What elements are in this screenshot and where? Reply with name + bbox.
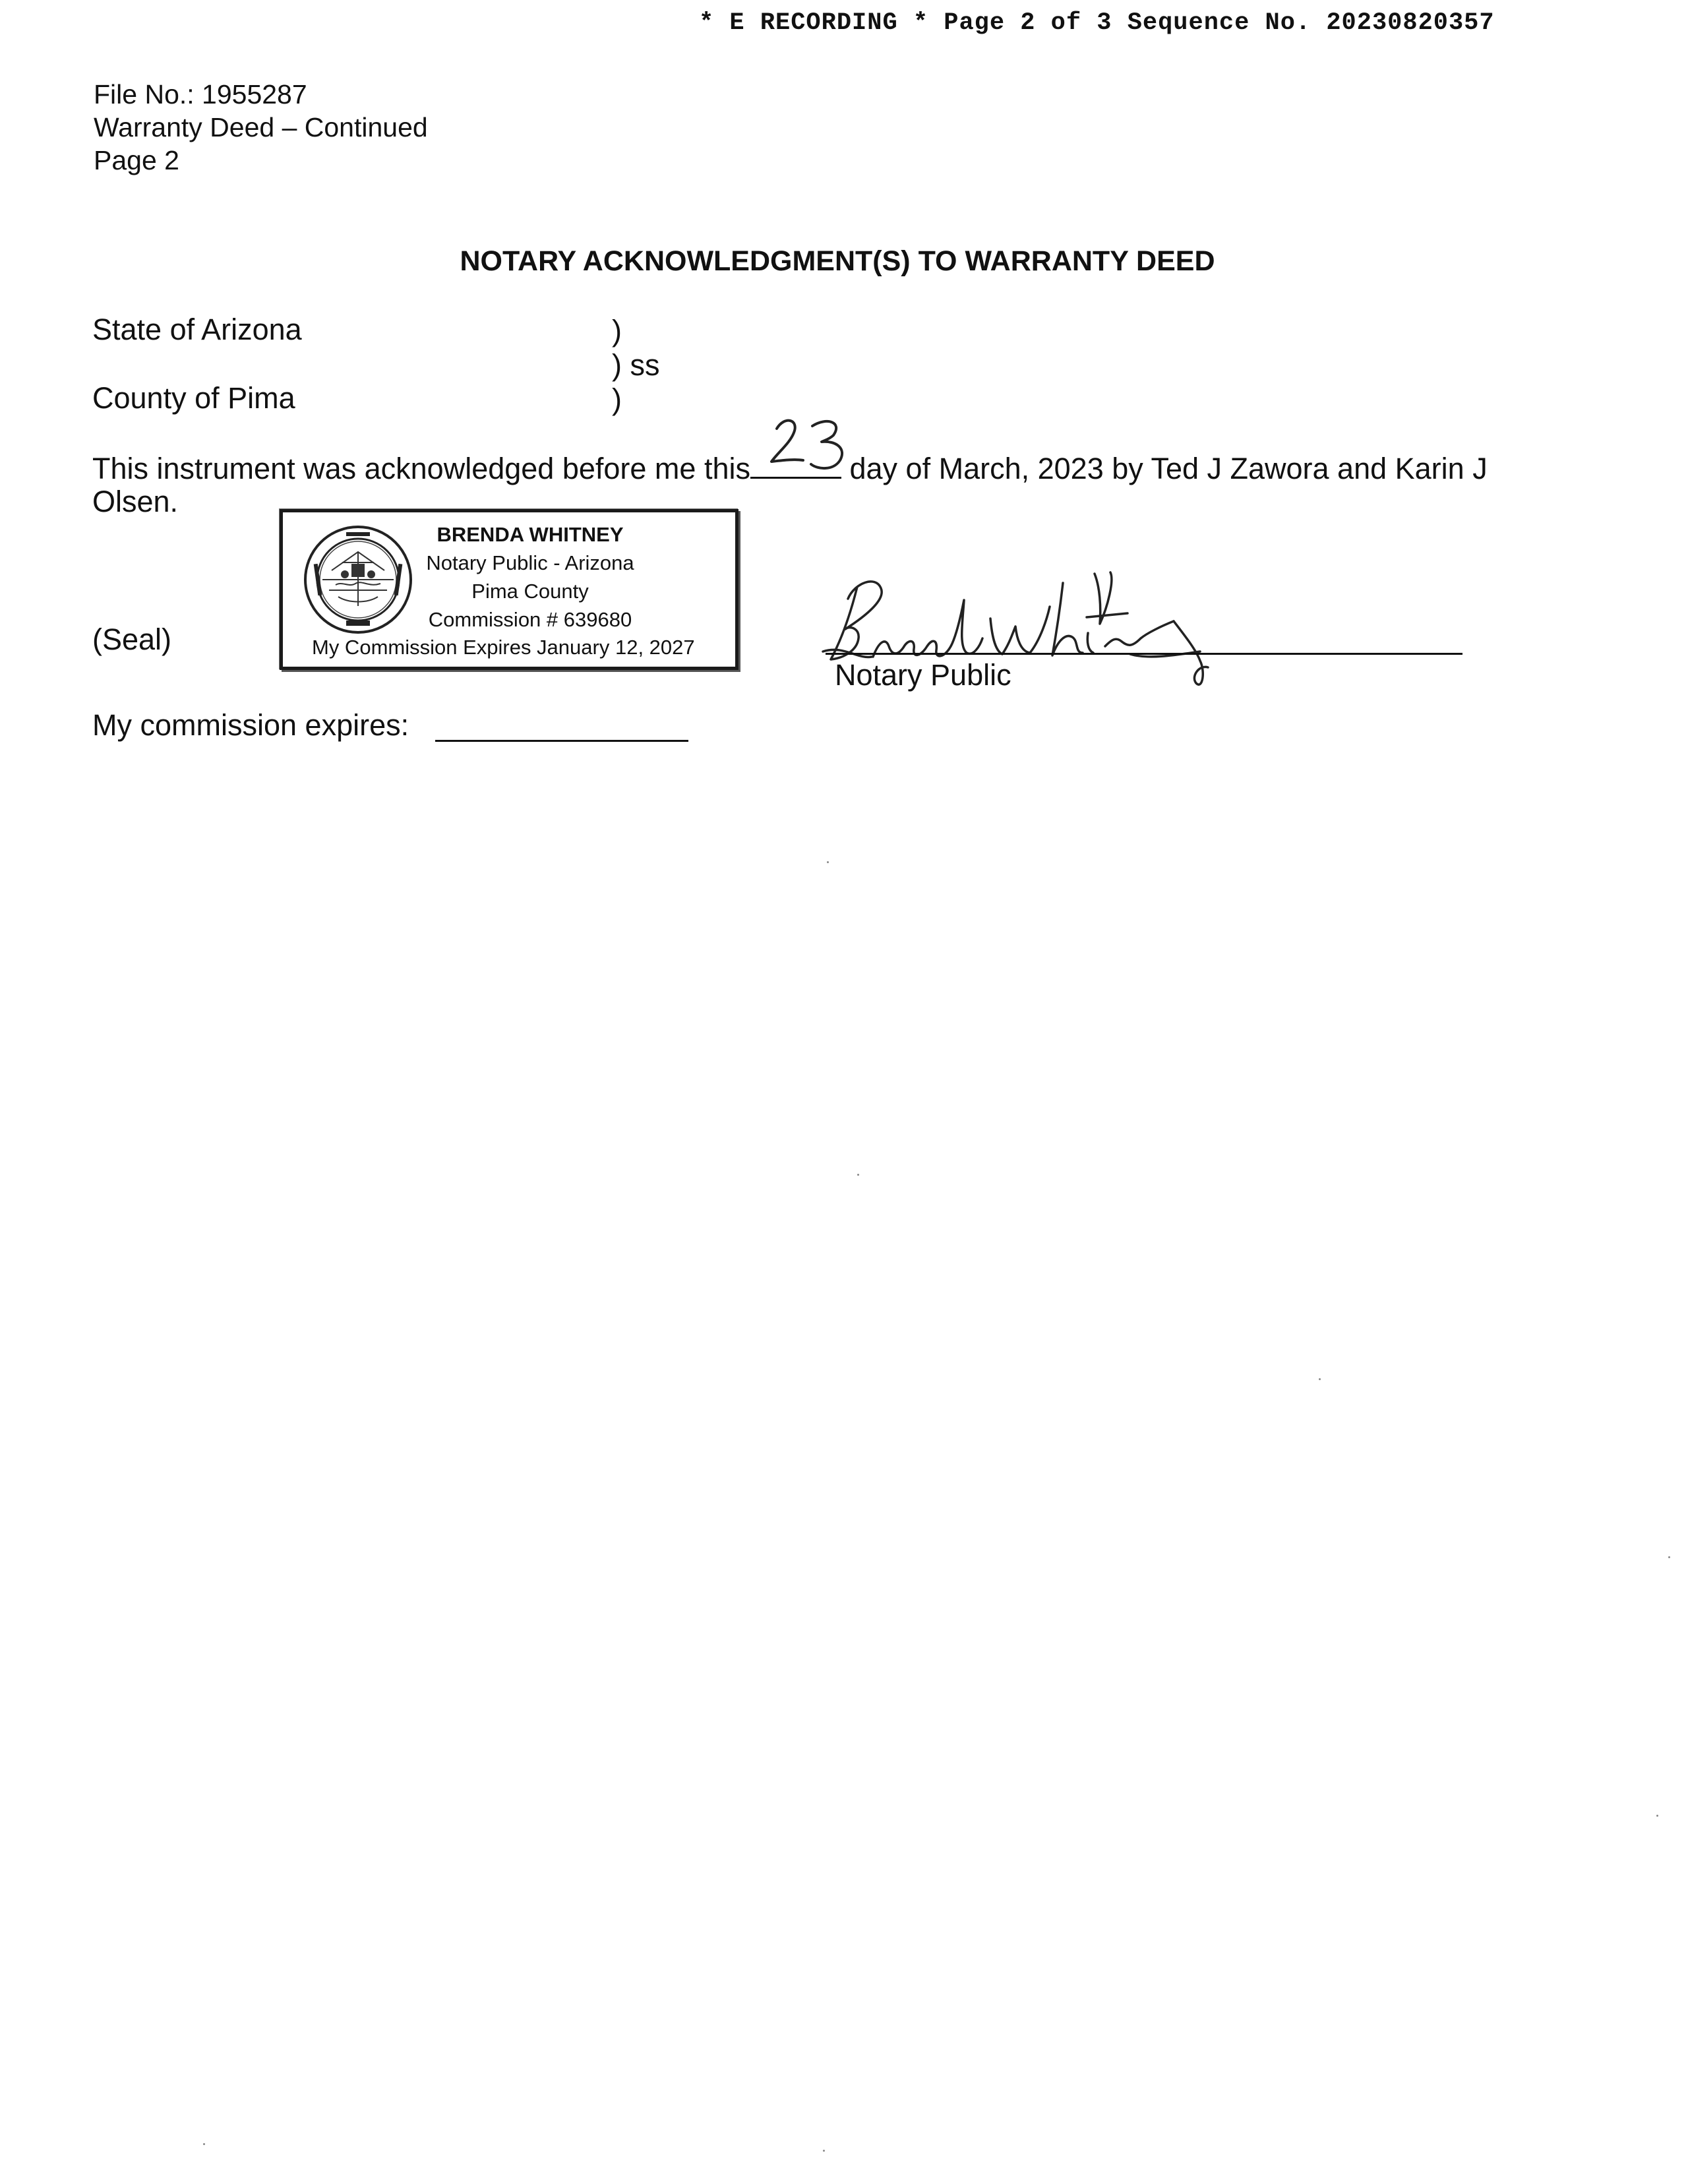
venue-paren-top: ) bbox=[612, 314, 622, 348]
notary-public-label: Notary Public bbox=[835, 658, 1011, 692]
document-title: NOTARY ACKNOWLEDGMENT(S) TO WARRANTY DEED bbox=[460, 245, 1215, 277]
venue-state: State of Arizona bbox=[92, 313, 302, 346]
stamp-expiration: My Commission Expires January 12, 2027 bbox=[312, 636, 695, 659]
state-seal-emblem bbox=[303, 524, 413, 635]
commission-expires-blank bbox=[435, 740, 688, 742]
notary-title: Notary Public - Arizona bbox=[426, 551, 634, 574]
handwritten-day bbox=[765, 410, 870, 483]
page-number: Page 2 bbox=[94, 145, 179, 175]
ack-text-after: day of March, 2023 by Ted J Zawora and Karin J Olsen. bbox=[92, 452, 1488, 518]
scan-speck bbox=[823, 2150, 825, 2152]
venue-paren-bottom: ) bbox=[612, 382, 622, 416]
notary-county: Pima County bbox=[471, 580, 589, 603]
file-number: File No.: 1955287 bbox=[94, 79, 307, 109]
notary-name: BRENDA WHITNEY bbox=[437, 523, 624, 546]
seal-label: (Seal) bbox=[92, 622, 172, 656]
scan-speck bbox=[827, 861, 829, 863]
file-info bbox=[94, 78, 428, 177]
scan-speck bbox=[203, 2143, 205, 2145]
stamp-text bbox=[408, 520, 652, 634]
recording-header: * E RECORDING * Page 2 of 3 Sequence No. 20230820357 bbox=[699, 9, 1495, 37]
signature-line bbox=[826, 653, 1462, 655]
scan-speck bbox=[1319, 1378, 1321, 1380]
ack-text-before: This instrument was acknowledged before me this bbox=[92, 452, 750, 485]
document-name: Warranty Deed – Continued bbox=[94, 112, 428, 142]
scan-speck bbox=[857, 1174, 859, 1176]
venue-paren-ss: ) ss bbox=[612, 348, 660, 382]
venue-county: County of Pima bbox=[92, 381, 295, 415]
commission-number: Commission # 639680 bbox=[428, 608, 632, 631]
notary-stamp bbox=[280, 509, 738, 670]
scan-speck bbox=[1656, 1815, 1658, 1817]
scan-speck bbox=[1668, 1556, 1670, 1558]
commission-expires-label: My commission expires: bbox=[92, 708, 409, 742]
